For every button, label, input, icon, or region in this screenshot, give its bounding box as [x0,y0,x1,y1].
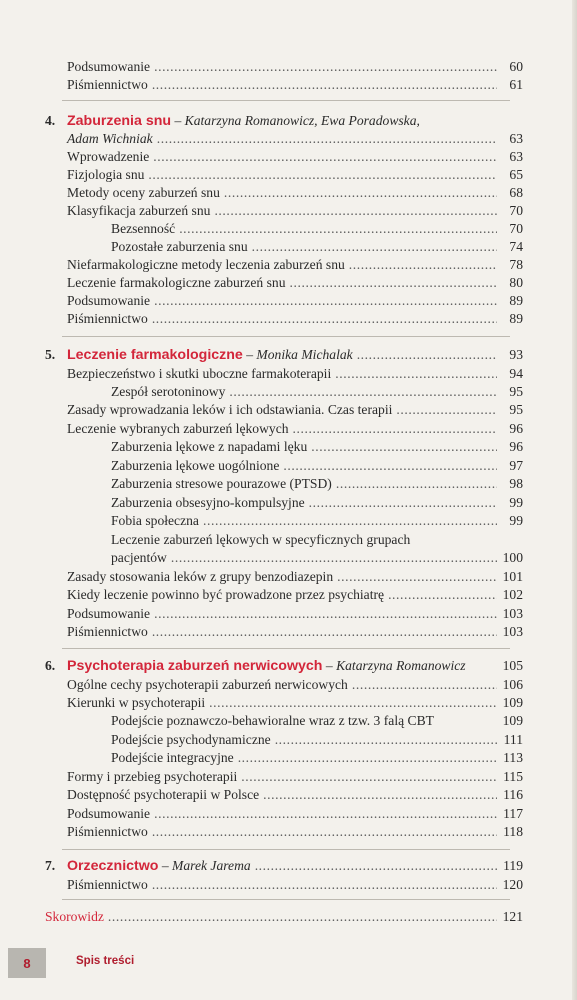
toc-subentry[interactable] [111,438,523,456]
entry-page: 116 [503,787,523,802]
toc-entry[interactable] [67,310,523,328]
entry-page: 63 [509,131,523,146]
chapter-number: 4. [45,113,56,128]
dot-leader [154,292,497,310]
toc-entry-index[interactable] [45,908,523,926]
dot-leader [152,76,497,94]
chapter-number: 6. [45,658,56,673]
dot-leader [171,549,497,567]
dot-leader [209,694,497,712]
entry-title: Fizjologia snu [67,167,145,182]
chapter-title: Psychoterapia zaburzeń nerwicowych [67,658,323,674]
entry-page: 102 [502,587,523,602]
entry-title: Piśmiennictwo [67,824,148,839]
dot-leader [396,401,497,419]
dot-leader [152,310,497,328]
toc-subentry[interactable] [111,383,523,401]
entry-title: Zasady stosowania leków z grupy benzodiazepin [67,569,334,584]
toc-subentry[interactable] [111,531,523,549]
dot-leader [283,457,497,475]
chapter-title-line [67,112,420,130]
title-dash: – [322,658,337,673]
toc-entry[interactable] [67,202,523,220]
entry-page: 105 [502,658,523,673]
entry-title: Podejście psychodynamiczne [111,732,271,747]
chapter-divider [62,100,510,101]
page-edge [572,0,577,1000]
dot-leader [203,512,497,530]
toc-subentry[interactable] [111,712,523,730]
entry-title: Ogólne cechy psychoterapii zaburzeń nerwicowych [67,677,348,692]
chapter-title: Leczenie farmakologiczne [67,347,243,363]
title-dash: – [242,347,257,362]
chapter-title: Orzecznictwo [67,858,159,874]
toc-entry[interactable] [67,786,523,804]
dot-leader [154,805,497,823]
dot-leader [252,238,497,256]
entry-page: 61 [509,77,523,92]
toc-entry[interactable] [67,274,523,292]
entry-title: Kierunki w psychoterapii [67,695,206,710]
chapter-author: Monika Michalak [256,347,353,362]
toc-entry[interactable] [67,58,523,76]
toc-entry[interactable] [67,605,523,623]
toc-subentry[interactable] [111,238,523,256]
entry-title: Niefarmakologiczne metody leczenia zaburzeń snu [67,257,345,272]
entry-page: 96 [509,439,523,454]
entry-title: Zaburzenia lękowe uogólnione [111,458,280,473]
entry-page: 80 [509,275,523,290]
entry-title: Kiedy leczenie powinno być prowadzone przez psychiatrę [67,587,385,602]
chapter-divider [62,336,510,337]
toc-entry[interactable] [67,805,523,823]
entry-page: 119 [503,858,523,873]
toc-entry[interactable] [67,823,523,841]
entry-title: Piśmiennictwo [67,877,148,892]
entry-page: 97 [509,458,523,473]
toc-entry[interactable] [67,623,523,641]
toc-entry[interactable] [67,184,523,202]
entry-page: 117 [503,806,523,821]
chapter-author: Marek Jarema [172,858,251,873]
entry-page: 106 [502,677,523,692]
toc-subentry[interactable] [111,457,523,475]
entry-title: Zaburzenia obsesyjno-kompulsyjne [111,495,305,510]
entry-title: pacjentów [111,550,167,565]
toc-entry[interactable] [67,292,523,310]
entry-page: 120 [502,877,523,892]
toc-subentry[interactable] [111,494,523,512]
entry-title: Piśmiennictwo [67,77,148,92]
entry-title: Zasady wprowadzania leków i ich odstawiania. Czas terapii [67,402,393,417]
entry-title: Zaburzenia stresowe pourazowe (PTSD) [111,476,332,491]
title-dash: – [158,858,173,873]
dot-leader [357,346,497,364]
entry-title: Skorowidz [45,909,104,924]
entry-title: Klasyfikacja zaburzeń snu [67,203,211,218]
entry-title: Podejście poznawczo-behawioralne wraz z tzw. 3 falą CBT [111,713,434,728]
dot-leader [157,130,497,148]
chapter-title-line [67,857,251,875]
entry-page: 95 [509,384,523,399]
entry-title: Piśmiennictwo [67,624,148,639]
chapter-author: Katarzyna Romanowicz, Ewa Poradowska, [184,113,420,128]
entry-title: Podejście integracyjne [111,750,234,765]
entry-title: Leczenie farmakologiczne zaburzeń snu [67,275,286,290]
entry-title: Formy i przebieg psychoterapii [67,769,238,784]
entry-page: 99 [509,513,523,528]
entry-page: 78 [509,257,523,272]
dot-leader [148,166,497,184]
dot-leader [275,731,497,749]
entry-page: 109 [502,695,523,710]
entry-page: 89 [509,293,523,308]
toc-entry[interactable] [67,676,523,694]
chapter-number: 5. [45,347,56,362]
dot-leader [238,749,497,767]
entry-page: 113 [503,750,523,765]
entry-title: Fobia społeczna [111,513,199,528]
dot-leader [108,908,497,926]
dot-leader [290,274,497,292]
dot-leader [263,786,497,804]
entry-page: 115 [503,769,523,784]
entry-page: 103 [502,606,523,621]
entry-page: 93 [509,347,523,362]
entry-title: Metody oceny zaburzeń snu [67,185,220,200]
entry-page: 103 [502,624,523,639]
toc-entry[interactable] [67,876,523,894]
toc-entry[interactable] [67,420,523,438]
entry-page: 95 [509,402,523,417]
dot-leader [229,383,497,401]
chapter-number: 7. [45,858,56,873]
toc-entry[interactable] [67,148,523,166]
entry-title: Leczenie zaburzeń lękowych w specyficznych grupach [111,532,411,547]
dot-leader [241,768,497,786]
dot-leader [153,148,497,166]
toc-entry[interactable] [67,166,523,184]
toc-subentry[interactable] [111,512,523,530]
toc-subentry[interactable] [111,220,523,238]
entry-page: 94 [509,366,523,381]
dot-leader [311,438,497,456]
dot-leader [152,876,497,894]
entry-title: Leczenie wybranych zaburzeń lękowych [67,421,289,436]
entry-page: 96 [509,421,523,436]
dot-leader [179,220,497,238]
dot-leader [309,494,497,512]
chapter-title-line [67,346,353,364]
page-number: 8 [23,955,31,971]
entry-title: Piśmiennictwo [67,311,148,326]
toc-subentry[interactable] [111,475,523,493]
page-number-box [8,948,46,978]
dot-leader [388,586,497,604]
dot-leader [154,58,497,76]
toc-entry[interactable] [67,694,523,712]
toc-entry[interactable] [67,76,523,94]
chapter-divider [62,849,510,850]
entry-page: 60 [509,59,523,74]
toc-entry[interactable] [67,256,523,274]
chapter-heading[interactable] [67,346,523,364]
dot-leader [337,568,497,586]
chapter-author: Katarzyna Romanowicz [336,658,466,673]
dot-leader [349,256,497,274]
toc-entry[interactable] [67,586,523,604]
dot-leader [335,365,497,383]
entry-title: Podsumowanie [67,806,151,821]
entry-title: Podsumowanie [67,59,151,74]
chapter-heading[interactable] [67,657,523,675]
entry-page: 70 [509,203,523,218]
entry-title: Podsumowanie [67,293,151,308]
chapter-author-continued: Adam Wichniak [67,131,153,146]
toc-entry[interactable] [67,568,523,586]
entry-page: 70 [509,221,523,236]
entry-title: Zespół serotoninowy [111,384,226,399]
chapter-heading[interactable] [67,112,523,130]
entry-title: Podsumowanie [67,606,151,621]
toc-subentry[interactable] [111,749,523,767]
running-footer-title: Spis treści [76,955,135,967]
dot-leader [154,605,497,623]
entry-page: 121 [502,909,523,924]
entry-page: 74 [509,239,523,254]
entry-page: 65 [509,167,523,182]
entry-title: Zaburzenia lękowe z napadami lęku [111,439,308,454]
chapter-heading[interactable] [67,857,523,875]
toc-entry[interactable] [67,401,523,419]
title-dash: – [171,113,185,128]
entry-title: Wprowadzenie [67,149,150,164]
entry-page: 63 [509,149,523,164]
entry-title: Dostępność psychoterapii w Polsce [67,787,260,802]
dot-leader [152,823,497,841]
toc-entry[interactable] [67,768,523,786]
dot-leader [255,857,497,875]
dot-leader [336,475,497,493]
entry-page: 100 [502,550,523,565]
dot-leader [352,676,497,694]
entry-page: 109 [502,713,523,728]
entry-page: 99 [509,495,523,510]
chapter-divider [62,899,510,900]
dot-leader [224,184,497,202]
chapter-title-line [67,657,466,675]
toc-entry[interactable] [67,365,523,383]
toc-entry[interactable] [67,130,523,148]
toc-subentry[interactable] [111,549,523,567]
toc-subentry[interactable] [111,731,523,749]
entry-page: 89 [509,311,523,326]
entry-page: 68 [509,185,523,200]
chapter-divider [62,648,510,649]
entry-page: 111 [503,732,523,747]
dot-leader [152,623,497,641]
entry-page: 118 [503,824,523,839]
entry-page: 101 [502,569,523,584]
entry-title: Bezpieczeństwo i skutki uboczne farmakoterapii [67,366,332,381]
dot-leader [214,202,497,220]
entry-title: Pozostałe zaburzenia snu [111,239,248,254]
entry-title: Bezsenność [111,221,176,236]
dot-leader [293,420,497,438]
chapter-title: Zaburzenia snu [67,113,172,129]
entry-page: 98 [509,476,523,491]
